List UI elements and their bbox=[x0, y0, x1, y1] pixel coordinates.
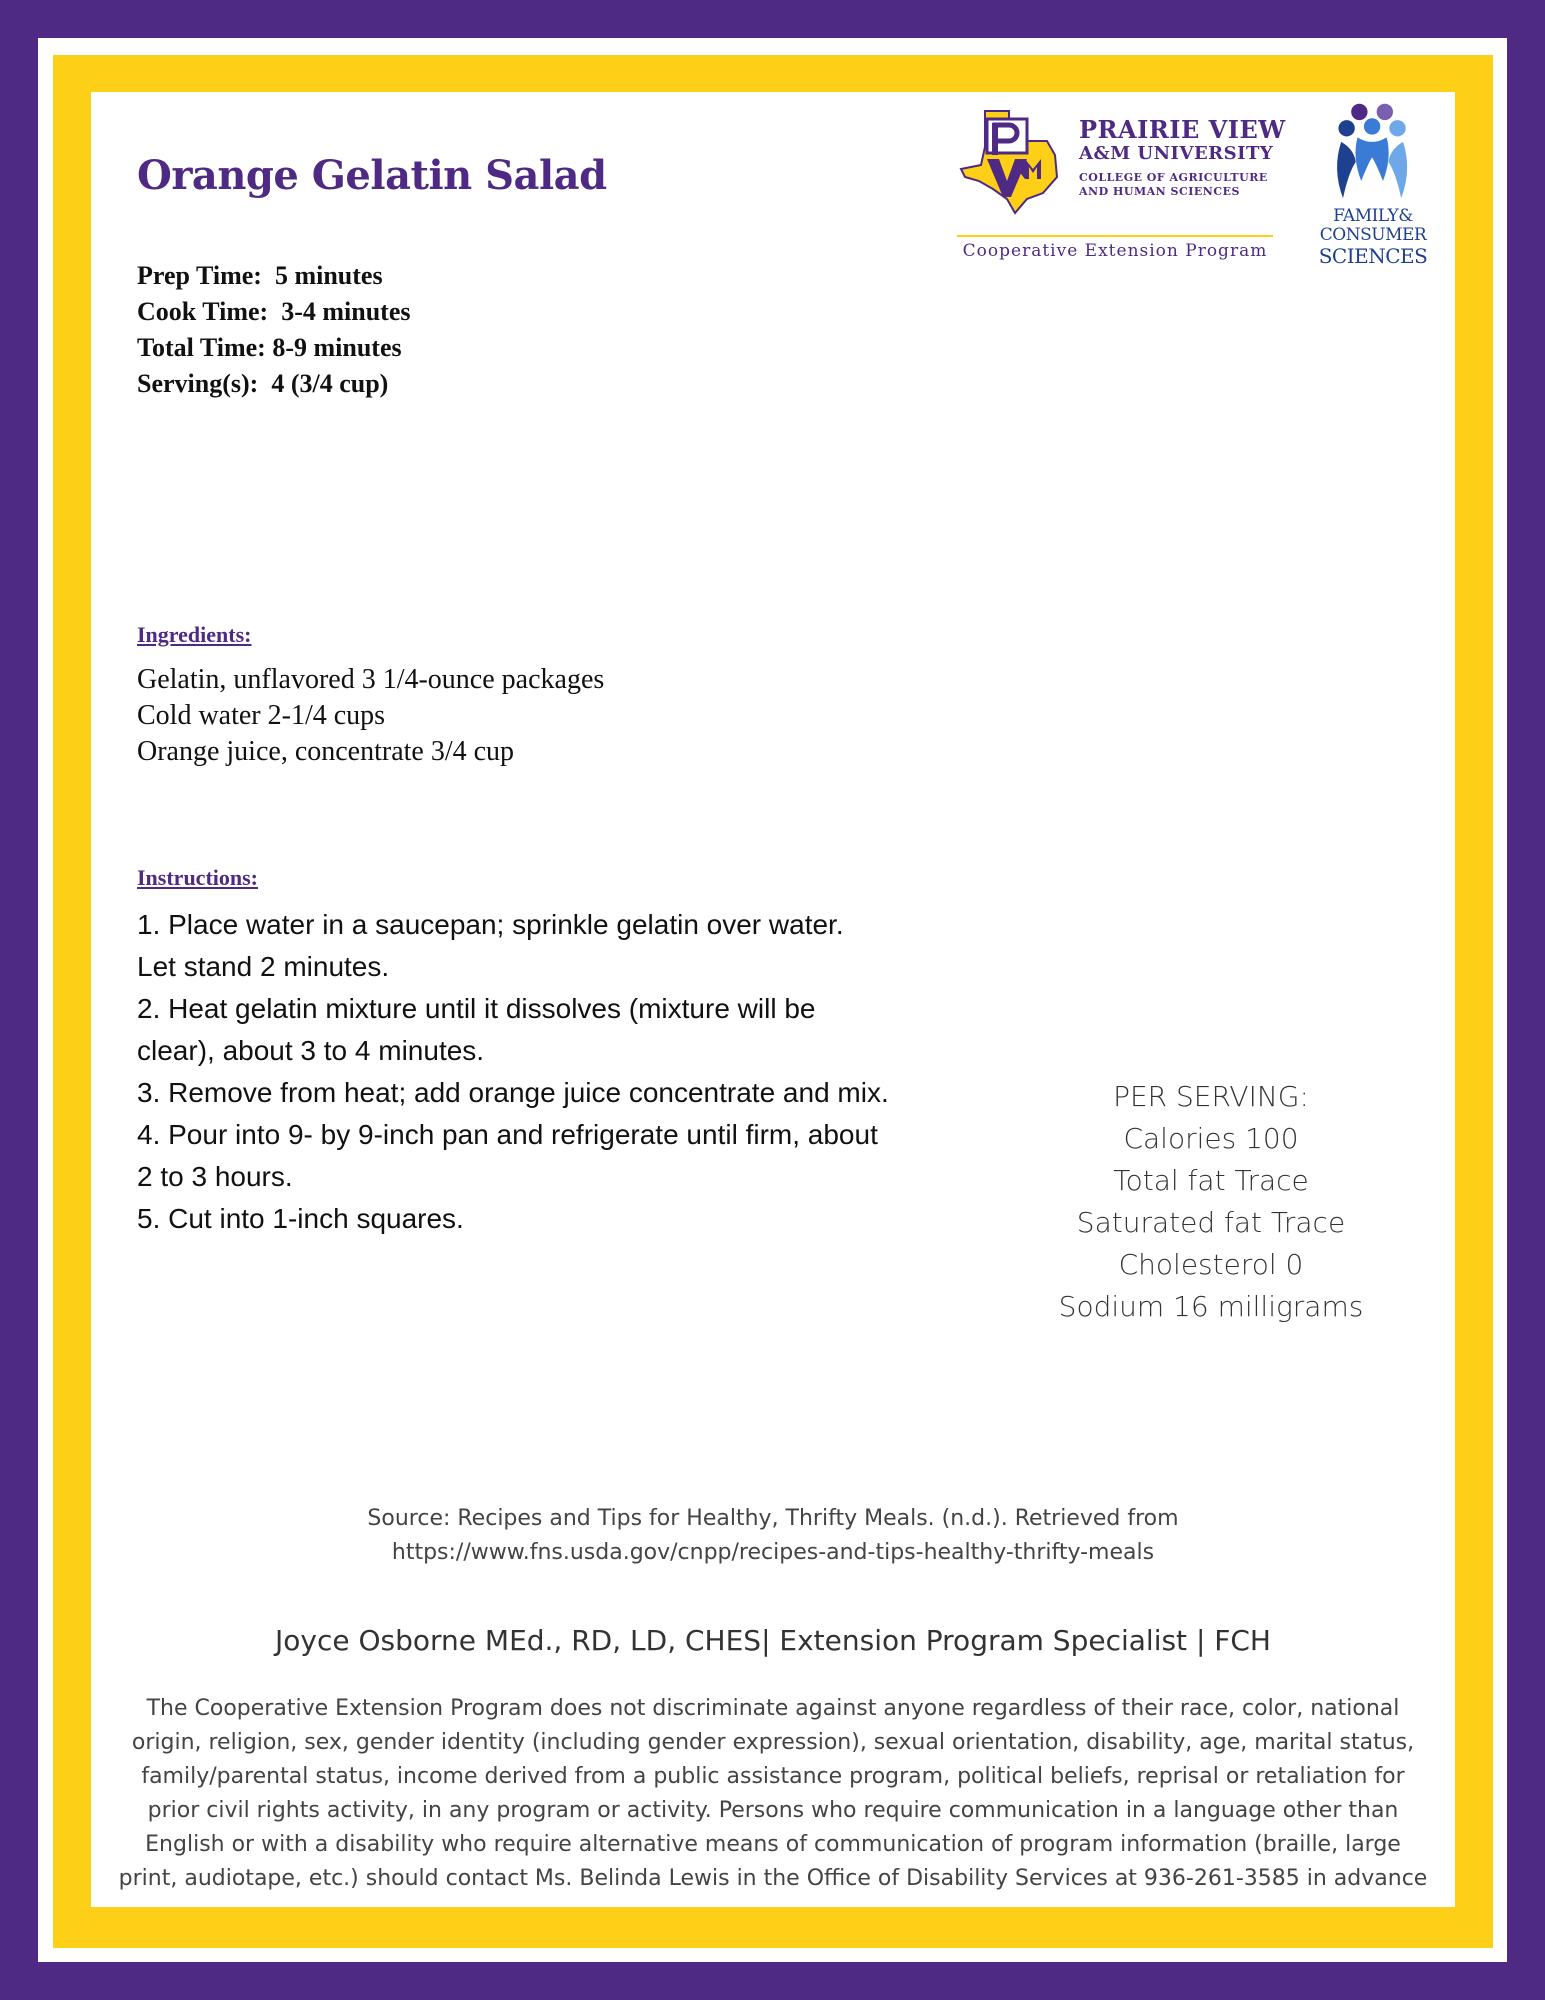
instruction-line: Let stand 2 minutes. bbox=[137, 951, 390, 982]
pvamu-logo bbox=[957, 107, 1287, 261]
instruction-line: 5. Cut into 1-inch squares. bbox=[137, 1203, 464, 1234]
nutrition-line: Cholesterol 0 bbox=[1118, 1248, 1304, 1281]
recipe-card bbox=[91, 92, 1455, 1907]
source-line: Source: Recipes and Tips for Healthy, Thrifty Meals. (n.d.). Retrieved from bbox=[367, 1506, 1179, 1531]
source-citation bbox=[91, 1502, 1455, 1570]
cook-time-value: 3-4 minutes bbox=[281, 297, 411, 326]
nutrition-line: Calories 100 bbox=[1123, 1122, 1299, 1155]
cook-time-label: Cook Time: bbox=[137, 297, 269, 326]
instruction-line: clear), about 3 to 4 minutes. bbox=[137, 1035, 485, 1066]
total-time-label: Total Time: bbox=[137, 333, 266, 362]
pvamu-texas-mark-icon bbox=[957, 107, 1067, 217]
servings-row bbox=[137, 366, 411, 402]
university-sub: A&M UNIVERSITY bbox=[1079, 143, 1274, 164]
instruction-line: 4. Pour into 9- by 9-inch pan and refrigerate until firm, about bbox=[137, 1119, 878, 1150]
recipe-times bbox=[137, 258, 411, 402]
ingredient-item: Gelatin, unflavored 3 1/4-ounce packages bbox=[137, 664, 605, 695]
total-time-value: 8-9 minutes bbox=[272, 333, 402, 362]
instructions-list bbox=[137, 904, 997, 1240]
ingredients-heading: Ingredients: bbox=[137, 622, 252, 647]
ingredients-list bbox=[137, 662, 604, 770]
nutrition-line: Saturated fat Trace bbox=[1076, 1206, 1346, 1239]
instruction-line: 2. Heat gelatin mixture until it dissolves (mixture will be bbox=[137, 993, 816, 1024]
family-figures-icon bbox=[1323, 96, 1423, 206]
nutrition-line: Sodium 16 milligrams bbox=[1058, 1290, 1364, 1323]
recipe-title: Orange Gelatin Salad bbox=[137, 152, 607, 199]
fcs-logo bbox=[1303, 96, 1443, 271]
nutrition-line: Total fat Trace bbox=[1113, 1164, 1309, 1197]
instruction-line: 2 to 3 hours. bbox=[137, 1161, 293, 1192]
pvamu-wordmark bbox=[1079, 117, 1286, 199]
prep-time-row bbox=[137, 258, 411, 294]
ingredient-item: Orange juice, concentrate 3/4 cup bbox=[137, 736, 515, 767]
fcs-line-1: FAMILY& bbox=[1333, 206, 1413, 226]
total-time-row bbox=[137, 330, 411, 366]
fcs-line-2: CONSUMER bbox=[1319, 225, 1427, 245]
instruction-line: 1. Place water in a saucepan; sprinkle gelatin over water. bbox=[137, 909, 844, 940]
prep-time-value: 5 minutes bbox=[274, 261, 383, 290]
disclaimer-line: The Cooperative Extension Program does not discriminate against anyone regardless of their race, color, national bbox=[146, 1696, 1400, 1721]
instruction-line: 3. Remove from heat; add orange juice concentrate and mix. bbox=[137, 1077, 889, 1108]
disclaimer-line: family/parental status, income derived from a public assistance program, political beliefs, reprisal or retaliation for bbox=[141, 1764, 1405, 1789]
logo-divider bbox=[957, 235, 1273, 237]
disclaimer-line: origin, religion, sex, gender identity (including gender expression), sexual orientation, disability, age, marital status, bbox=[131, 1730, 1415, 1755]
college-line-2: AND HUMAN SCIENCES bbox=[1079, 185, 1240, 198]
cook-time-row bbox=[137, 294, 411, 330]
servings-value: 4 (3/4 cup) bbox=[271, 369, 389, 398]
nondiscrimination-statement bbox=[101, 1692, 1445, 1896]
servings-label: Serving(s): bbox=[137, 369, 259, 398]
nutrition-facts bbox=[1051, 1076, 1371, 1328]
disclaimer-line: English or with a disability who require alternative means of communication of program information (braille, large bbox=[145, 1832, 1401, 1857]
instructions-heading: Instructions: bbox=[137, 865, 259, 890]
disclaimer-line: prior civil rights activity, in any program or activity. Persons who require communication in a language other than bbox=[147, 1798, 1399, 1823]
disclaimer-line: print, audiotape, etc.) should contact Ms. Belinda Lewis in the Office of Disability Services at 936-261-3585 in advance bbox=[118, 1866, 1428, 1891]
ingredient-item: Cold water 2-1/4 cups bbox=[137, 700, 386, 731]
source-url: https://www.fns.usda.gov/cnpp/recipes-and-tips-healthy-thrifty-meals bbox=[391, 1540, 1155, 1565]
nutrition-heading: PER SERVING: bbox=[1113, 1080, 1309, 1113]
prep-time-label: Prep Time: bbox=[137, 261, 262, 290]
university-name: PRAIRIE VIEW bbox=[1079, 115, 1286, 144]
author-credit: Joyce Osborne MEd., RD, LD, CHES| Extension Program Specialist | FCH bbox=[275, 1624, 1271, 1657]
fcs-line-3: SCIENCES bbox=[1318, 244, 1428, 268]
program-name: Cooperative Extension Program bbox=[962, 241, 1268, 261]
college-line-1: COLLEGE OF AGRICULTURE bbox=[1079, 171, 1268, 184]
